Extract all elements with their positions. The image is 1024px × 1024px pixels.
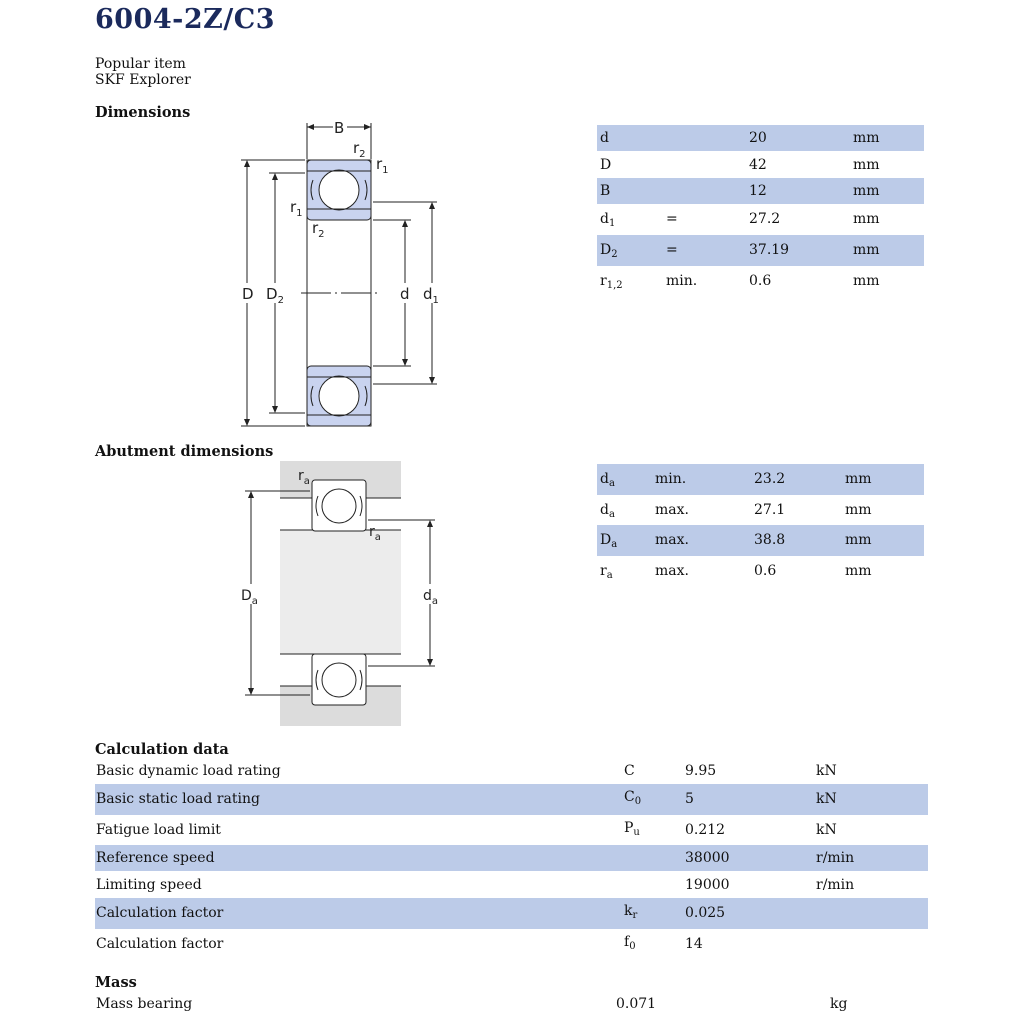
dim-symbol: d bbox=[600, 130, 609, 146]
abut-unit: mm bbox=[845, 471, 872, 487]
table-row bbox=[597, 266, 924, 297]
diagram-label-r1-top: $r_1$ bbox=[376, 155, 389, 176]
calc-value: 14 bbox=[685, 936, 703, 952]
table-row bbox=[95, 898, 928, 929]
dim-unit: mm bbox=[853, 273, 880, 289]
calculation-table bbox=[95, 757, 928, 957]
mass-value: 0.071 bbox=[616, 996, 657, 1012]
abut-symbol: $d_a$ bbox=[600, 471, 615, 489]
calc-value: 38000 bbox=[685, 850, 730, 866]
dim-symbol: D bbox=[600, 157, 612, 173]
dimensions-heading: Dimensions bbox=[95, 104, 191, 121]
calc-symbol: $C_0$ bbox=[624, 789, 642, 807]
table-row bbox=[95, 815, 928, 845]
calc-unit: r/min bbox=[816, 850, 855, 866]
table-row bbox=[597, 204, 924, 235]
table-row bbox=[95, 757, 928, 784]
calc-label: Limiting speed bbox=[96, 877, 202, 893]
abut-unit: mm bbox=[845, 532, 872, 548]
abutment-heading: Abutment dimensions bbox=[95, 443, 274, 460]
calc-unit: kN bbox=[816, 763, 837, 779]
calc-unit: kN bbox=[816, 822, 837, 838]
dim-value: 12 bbox=[749, 183, 767, 199]
dim-unit: mm bbox=[853, 211, 880, 227]
dim-value: 42 bbox=[749, 157, 767, 173]
calculation-heading: Calculation data bbox=[95, 741, 229, 758]
abut-symbol: $d_a$ bbox=[600, 502, 615, 520]
abut-unit: mm bbox=[845, 563, 872, 579]
dim-value: 0.6 bbox=[749, 273, 772, 289]
calc-unit: r/min bbox=[816, 877, 855, 893]
calc-label: Fatigue load limit bbox=[96, 822, 221, 838]
abut-unit: mm bbox=[845, 502, 872, 518]
calc-value: 0.212 bbox=[685, 822, 726, 838]
dim-qualifier: min. bbox=[666, 273, 698, 289]
brand-label: SKF Explorer bbox=[95, 72, 191, 88]
table-row bbox=[597, 556, 924, 586]
abut-qualifier: min. bbox=[655, 471, 687, 487]
table-row bbox=[597, 178, 924, 204]
page-title: 6004-2Z/C3 bbox=[95, 4, 275, 35]
mass-unit: kg bbox=[830, 996, 848, 1012]
mass-label: Mass bearing bbox=[96, 996, 193, 1012]
abutment-label-ra-top: $r_a$ bbox=[298, 468, 310, 487]
dim-symbol: B bbox=[600, 183, 611, 199]
calc-value: 5 bbox=[685, 791, 694, 807]
table-row bbox=[597, 525, 924, 556]
dim-qualifier: = bbox=[666, 211, 678, 227]
dim-value: 37.19 bbox=[749, 242, 790, 258]
calc-symbol: $P_u$ bbox=[624, 820, 640, 838]
diagram-label-D2: $D_2$ bbox=[266, 285, 284, 306]
calc-label: Basic dynamic load rating bbox=[96, 763, 281, 779]
abutment-label-ra-side: $r_a$ bbox=[369, 524, 381, 543]
calc-label: Calculation factor bbox=[96, 936, 224, 952]
dim-unit: mm bbox=[853, 130, 880, 146]
abut-qualifier: max. bbox=[655, 563, 689, 579]
diagram-label-D: D bbox=[242, 285, 254, 303]
calc-symbol: C bbox=[624, 763, 635, 779]
abut-qualifier: max. bbox=[655, 532, 689, 548]
calc-unit: kN bbox=[816, 791, 837, 807]
abut-value: 0.6 bbox=[754, 563, 777, 579]
abut-qualifier: max. bbox=[655, 502, 689, 518]
abutment-label-da: $d_a$ bbox=[423, 588, 439, 607]
calc-value: 19000 bbox=[685, 877, 730, 893]
diagram-label-d: d bbox=[400, 285, 410, 303]
table-row bbox=[95, 871, 928, 898]
table-row bbox=[597, 495, 924, 525]
calc-value: 0.025 bbox=[685, 905, 726, 921]
calc-label: Reference speed bbox=[96, 850, 215, 866]
diagram-label-r1-left: $r_1$ bbox=[290, 198, 303, 219]
abut-symbol: $r_a$ bbox=[600, 563, 613, 581]
table-row bbox=[95, 845, 928, 871]
diagram-label-r2-top: $r_2$ bbox=[353, 139, 366, 160]
table-row bbox=[597, 125, 924, 151]
diagram-label-d1: $d_1$ bbox=[423, 285, 439, 306]
dim-qualifier: = bbox=[666, 242, 678, 258]
calc-label: Calculation factor bbox=[96, 905, 224, 921]
dim-unit: mm bbox=[853, 183, 880, 199]
bearing-dimensions-drawing bbox=[235, 115, 450, 435]
diagram-label-r2-bottom: $r_2$ bbox=[312, 219, 325, 240]
dim-symbol: $d_1$ bbox=[600, 211, 616, 229]
dim-symbol: $D_2$ bbox=[600, 242, 618, 260]
mass-row bbox=[95, 990, 928, 1018]
table-row bbox=[95, 784, 928, 815]
dim-value: 27.2 bbox=[749, 211, 781, 227]
calc-symbol: $k_r$ bbox=[624, 903, 638, 921]
dim-unit: mm bbox=[853, 157, 880, 173]
table-row bbox=[95, 929, 928, 959]
abutment-dimensions-drawing bbox=[235, 458, 450, 730]
abut-value: 38.8 bbox=[754, 532, 786, 548]
diagram-label-B: B bbox=[334, 119, 345, 137]
calc-label: Basic static load rating bbox=[96, 791, 260, 807]
abut-symbol: $D_a$ bbox=[600, 532, 618, 550]
abut-value: 23.2 bbox=[754, 471, 786, 487]
abutment-table bbox=[597, 464, 924, 588]
dim-symbol: $r_{1,2}$ bbox=[600, 273, 623, 291]
table-row bbox=[597, 151, 924, 178]
abutment-label-Da: $D_a$ bbox=[241, 588, 258, 607]
calc-value: 9.95 bbox=[685, 763, 717, 779]
mass-heading: Mass bbox=[95, 974, 137, 991]
abut-value: 27.1 bbox=[754, 502, 786, 518]
table-row bbox=[597, 464, 924, 495]
calc-symbol: $f_0$ bbox=[624, 934, 636, 952]
popular-item-label: Popular item bbox=[95, 56, 186, 72]
dim-value: 20 bbox=[749, 130, 767, 146]
table-row bbox=[597, 235, 924, 266]
dim-unit: mm bbox=[853, 242, 880, 258]
dimensions-table bbox=[597, 125, 924, 300]
